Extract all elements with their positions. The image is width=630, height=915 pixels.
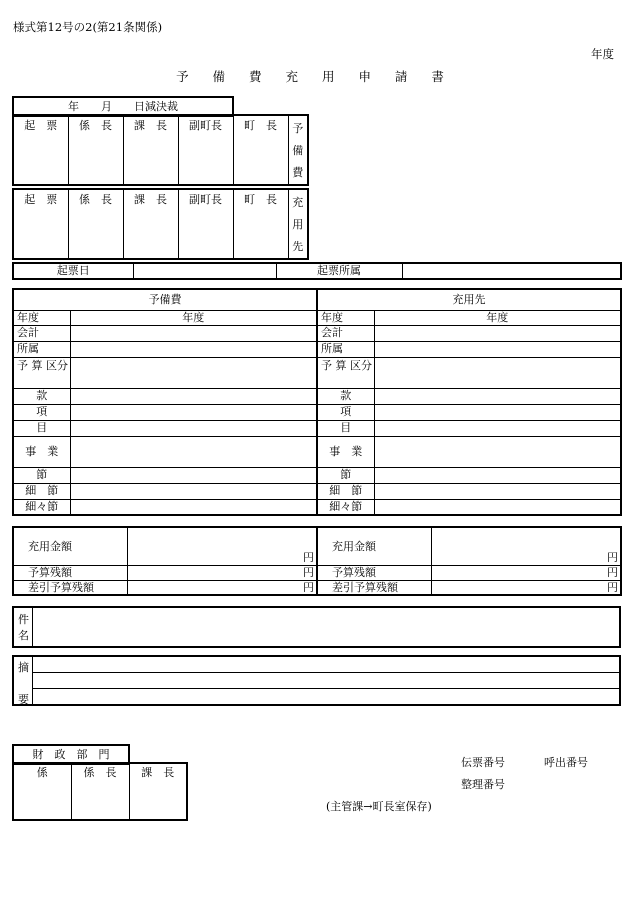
budget-row-label: 所属 (317, 341, 374, 357)
amount-label: 充用金額 (317, 527, 431, 565)
form-number: 様式第12号の2(第21条関係) (13, 20, 163, 34)
amount-label: 予算残額 (317, 565, 431, 580)
finance-col[interactable]: 係 (13, 763, 71, 820)
budget-row-label: 項 (317, 404, 374, 420)
budget-row-label: 事 業 (317, 436, 374, 467)
draft-info-row (12, 262, 622, 280)
summary-field[interactable] (34, 657, 619, 704)
approval-col[interactable]: 町 長 (233, 115, 288, 185)
amount-value-field[interactable] (431, 527, 621, 565)
budget-row-label: 細々節 (317, 499, 374, 515)
arrange-number-label: 整理番号 (461, 778, 505, 791)
subject-label: 件 名 (18, 613, 29, 642)
draft-dept-label: 起票所属 (276, 263, 402, 279)
budget-row-value[interactable] (374, 436, 621, 467)
finance-col[interactable]: 係 長 (71, 763, 129, 820)
budget-row-value[interactable] (374, 499, 621, 515)
budget-row-value[interactable] (70, 388, 317, 404)
approval-col[interactable]: 副町長 (178, 189, 233, 259)
amount-value-field[interactable] (431, 580, 621, 595)
amount-label: 充用金額 (13, 527, 127, 565)
budget-row-value[interactable] (374, 483, 621, 499)
budget-row-value[interactable] (374, 388, 621, 404)
approval-block-reserve (12, 114, 309, 186)
budget-row-value[interactable]: 年度 (374, 310, 621, 325)
table-row (13, 436, 621, 467)
budget-row-label: 年度 (13, 310, 70, 325)
table-row (13, 310, 621, 325)
budget-row-label: 会計 (317, 325, 374, 341)
table-row (13, 527, 621, 565)
amounts-table (12, 526, 622, 596)
approval-col[interactable]: 課 長 (123, 115, 178, 185)
approval-block-destination (12, 188, 309, 260)
budget-row-value[interactable] (70, 420, 317, 436)
amount-label: 差引予算残額 (317, 580, 431, 595)
amount-label: 予算残額 (13, 565, 127, 580)
budget-row-value[interactable] (374, 357, 621, 388)
budget-row-label: 会計 (13, 325, 70, 341)
finance-header-text: 財 政 部 門 (32, 748, 110, 761)
table-row (13, 357, 621, 388)
budget-row-value[interactable] (374, 420, 621, 436)
budget-row-label: 所属 (13, 341, 70, 357)
finance-approval-block (12, 762, 188, 821)
table-row (13, 404, 621, 420)
approval-col[interactable]: 起 票 (13, 115, 68, 185)
draft-dept-field[interactable] (402, 263, 621, 279)
table-row (13, 580, 621, 595)
budget-row-label: 細 節 (317, 483, 374, 499)
table-row (13, 325, 621, 341)
budget-row-value[interactable] (374, 467, 621, 483)
draft-date-label: 起票日 (13, 263, 133, 279)
table-row (13, 467, 621, 483)
amount-value-field[interactable] (127, 527, 317, 565)
budget-row-value[interactable] (374, 404, 621, 420)
budget-right-header: 充用先 (317, 289, 621, 310)
budget-row-value[interactable] (70, 357, 317, 388)
budget-row-label: 細 節 (13, 483, 70, 499)
table-row (13, 420, 621, 436)
budget-row-label: 款 (13, 388, 70, 404)
budget-row-label: 節 (317, 467, 374, 483)
voucher-number-label: 伝票番号 (461, 756, 505, 769)
table-row (13, 565, 621, 580)
budget-row-value[interactable] (70, 404, 317, 420)
budget-row-label: 細々節 (13, 499, 70, 515)
budget-row-label: 事 業 (13, 436, 70, 467)
budget-row-label: 年度 (317, 310, 374, 325)
budget-row-label: 予 算 区分 (317, 357, 374, 388)
yen-unit: 円 (303, 551, 314, 565)
yen-unit: 円 (303, 566, 314, 580)
approval-header-text: 年 月 日減決裁 (68, 100, 178, 113)
budget-row-label: 目 (13, 420, 70, 436)
summary-box (12, 655, 621, 706)
amount-value-field[interactable] (127, 580, 317, 595)
budget-table (12, 288, 622, 516)
subject-field[interactable] (34, 608, 619, 646)
budget-row-value[interactable] (70, 499, 317, 515)
budget-left-header: 予備費 (13, 289, 317, 310)
yen-unit: 円 (607, 580, 618, 594)
finance-col[interactable]: 課 長 (129, 763, 187, 820)
table-row (13, 499, 621, 515)
budget-row-value[interactable] (70, 436, 317, 467)
budget-row-label: 予 算 区分 (13, 357, 70, 388)
budget-row-label: 項 (13, 404, 70, 420)
budget-row-value[interactable] (70, 483, 317, 499)
draft-date-field[interactable] (133, 263, 276, 279)
amount-value-field[interactable] (127, 565, 317, 580)
budget-row-value[interactable] (70, 325, 317, 341)
approval-col[interactable]: 課 長 (123, 189, 178, 259)
yen-unit: 円 (607, 566, 618, 580)
call-number-label: 呼出番号 (544, 756, 588, 769)
budget-row-value[interactable] (374, 325, 621, 341)
summary-label: 摘 要 (18, 661, 29, 706)
form-title: 予 備 費 充 用 申 請 書 (176, 69, 454, 84)
amount-label: 差引予算残額 (13, 580, 127, 595)
budget-row-value[interactable]: 年度 (70, 310, 317, 325)
approval-col[interactable]: 起 票 (13, 189, 68, 259)
budget-row-value[interactable] (70, 467, 317, 483)
yen-unit: 円 (303, 580, 314, 594)
approval-col[interactable]: 町 長 (233, 189, 288, 259)
yen-unit: 円 (607, 551, 618, 565)
budget-row-label: 節 (13, 467, 70, 483)
table-row (13, 341, 621, 357)
table-row (13, 483, 621, 499)
storage-note: (主管課→町長室保存) (326, 800, 432, 813)
side-label-reserve: 予 備 費 (288, 115, 308, 185)
budget-row-value[interactable] (374, 341, 621, 357)
table-row (13, 388, 621, 404)
budget-row-label: 款 (317, 388, 374, 404)
budget-row-value[interactable] (70, 341, 317, 357)
budget-row-label: 目 (317, 420, 374, 436)
approval-col[interactable]: 係 長 (68, 189, 123, 259)
amount-value-field[interactable] (431, 565, 621, 580)
approval-col[interactable]: 係 長 (68, 115, 123, 185)
subject-box (12, 606, 621, 648)
fiscal-year-label: 年度 (591, 47, 614, 61)
approval-col[interactable]: 副町長 (178, 115, 233, 185)
side-label-destination: 充 用 先 (288, 189, 308, 259)
